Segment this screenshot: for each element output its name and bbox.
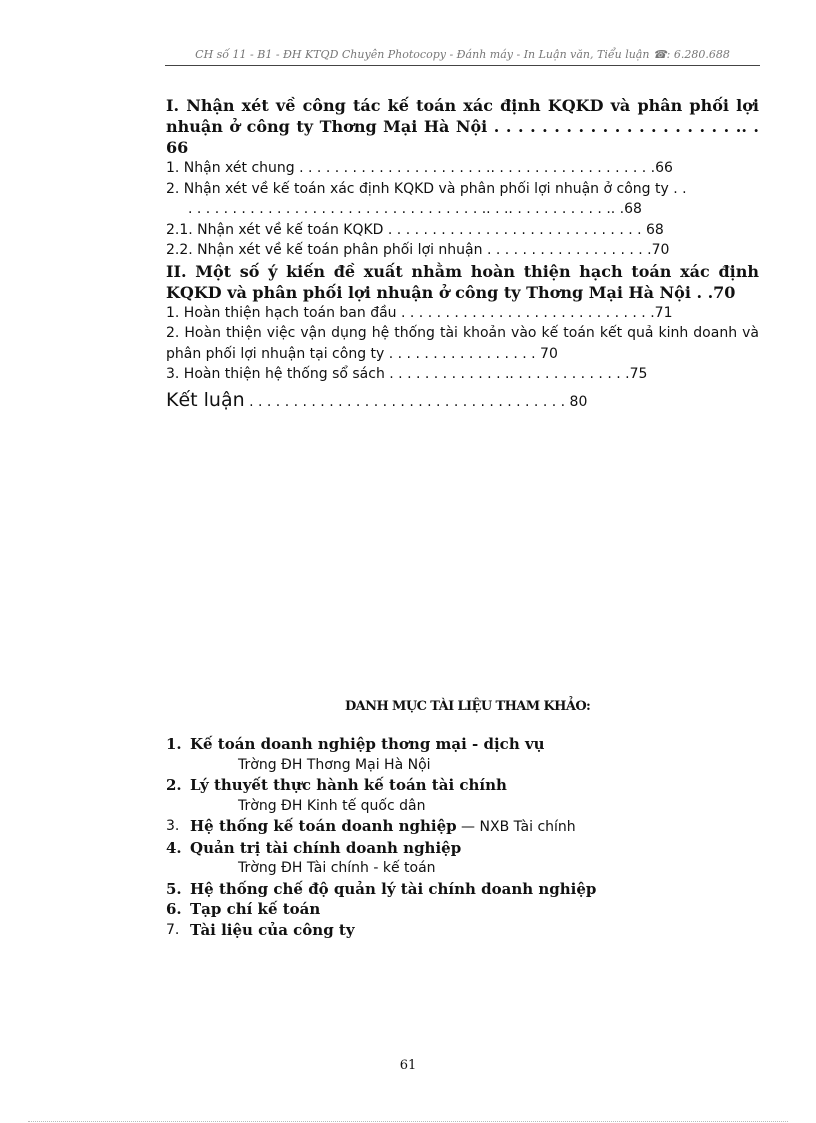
toc-item: 2. Nhận xét về kế toán xác định KQKD và phân phối lợi nhuận ở công ty . . bbox=[166, 180, 687, 197]
toc-section-2-title: II. Một số ý kiến đề xuất nhằm hoàn thiện hạch toán xác định KQKD và phân phối lợi nhuận ở công ty Thơng Mại Hà Nội . .70 bbox=[166, 261, 759, 302]
page-header: CH số 11 - B1 - ĐH KTQD Chuyên Photocopy - Đánh máy - In Luận văn, Tiểu luận ☎: 6.280.688 bbox=[195, 48, 730, 61]
header-rule bbox=[165, 65, 760, 66]
reference-number: 5. bbox=[166, 879, 182, 898]
reference-title: Lý thuyết thực hành kế toán tài chính bbox=[190, 776, 507, 794]
reference-item bbox=[166, 899, 759, 920]
reference-source: Trờng ĐH Kinh tế quốc dân bbox=[238, 797, 426, 814]
reference-title: Quản trị tài chính doanh nghiệp bbox=[190, 838, 462, 857]
reference-title: Tạp chí kế toán bbox=[190, 900, 321, 918]
reference-number: 7. bbox=[166, 921, 180, 938]
toc-item-continuation: . . . . . . . . . . . . . . . . . . . . . . . . . . . . . . . . . .. . .. . . . . . . . . . . .. .68 bbox=[188, 201, 642, 217]
toc-item: 1. Hoàn thiện hạch toán ban đầu . . . . . . . . . . . . . . . . . . . . . . . . . . . . .71 bbox=[166, 304, 673, 321]
reference-number: 2. bbox=[166, 776, 182, 794]
toc-conclusion-dots: . . . . . . . . . . . . . . . . . . . . . . . . . . . . . . . . . . . . bbox=[244, 393, 570, 410]
reference-title: Hệ thống kế toán doanh nghiệp bbox=[190, 817, 457, 835]
toc-item: 3. Hoàn thiện hệ thống sổ sách . . . . . . . . . . . . . .. . . . . . . . . . . . . .75 bbox=[166, 366, 648, 382]
page-number: 61 bbox=[399, 1058, 417, 1073]
reference-item bbox=[166, 816, 759, 838]
reference-publisher: — NXB Tài chính bbox=[456, 819, 576, 835]
toc-section-1-title: I. Nhận xét về công tác kế toán xác định KQKD và phân phối lợi nhuận ở công ty Thơng Mại Hà Nội . . . . . . . . . . . . . . . . . . . . .. . 66 bbox=[166, 96, 759, 157]
toc-item: 2.1. Nhận xét về kế toán KQKD . . . . . . . . . . . . . . . . . . . . . . . . . . . . . 68 bbox=[166, 221, 664, 238]
reference-number: 6. bbox=[166, 900, 182, 918]
reference-number: 3. bbox=[166, 818, 180, 834]
toc-conclusion-label: Kết luận bbox=[166, 388, 245, 411]
toc-item: 2. Hoàn thiện việc vận dụng hệ thống tài khoản vào kế toán kết quả kinh doanh và phân phối lợi nhuận tại công ty . . . . . . . . . . . . . . . . . 70 bbox=[166, 325, 759, 362]
toc-conclusion bbox=[166, 387, 759, 415]
reference-item bbox=[166, 920, 759, 941]
reference-source: Trờng ĐH Tài chính - kế toán bbox=[238, 860, 436, 876]
reference-number: 4. bbox=[166, 838, 182, 857]
reference-title: Kế toán doanh nghiệp thơng mại - dịch vụ bbox=[190, 735, 545, 753]
footer-rule bbox=[28, 1121, 788, 1122]
reference-title: Hệ thống chế độ quản lý tài chính doanh nghiệp bbox=[190, 879, 597, 898]
toc-item: 2.2. Nhận xét về kế toán phân phối lợi nhuận . . . . . . . . . . . . . . . . . . .70 bbox=[166, 242, 670, 258]
references-title: DANH MỤC TÀI LIỆU THAM KHẢO: bbox=[345, 699, 591, 714]
reference-title: Tài liệu của công ty bbox=[190, 920, 355, 939]
toc-item: 1. Nhận xét chung . . . . . . . . . . . . . . . . . . . . . .. . . . . . . . . . . . . . . . . . .66 bbox=[166, 160, 673, 176]
table-of-contents bbox=[166, 95, 759, 415]
references-list bbox=[166, 734, 759, 940]
reference-item bbox=[166, 775, 759, 796]
reference-item bbox=[166, 838, 759, 859]
reference-source: Trờng ĐH Thơng Mại Hà Nội bbox=[238, 756, 431, 773]
reference-item bbox=[166, 879, 759, 900]
reference-item bbox=[166, 734, 759, 755]
toc-conclusion-page: 80 bbox=[569, 393, 588, 410]
reference-number: 1. bbox=[166, 735, 182, 753]
